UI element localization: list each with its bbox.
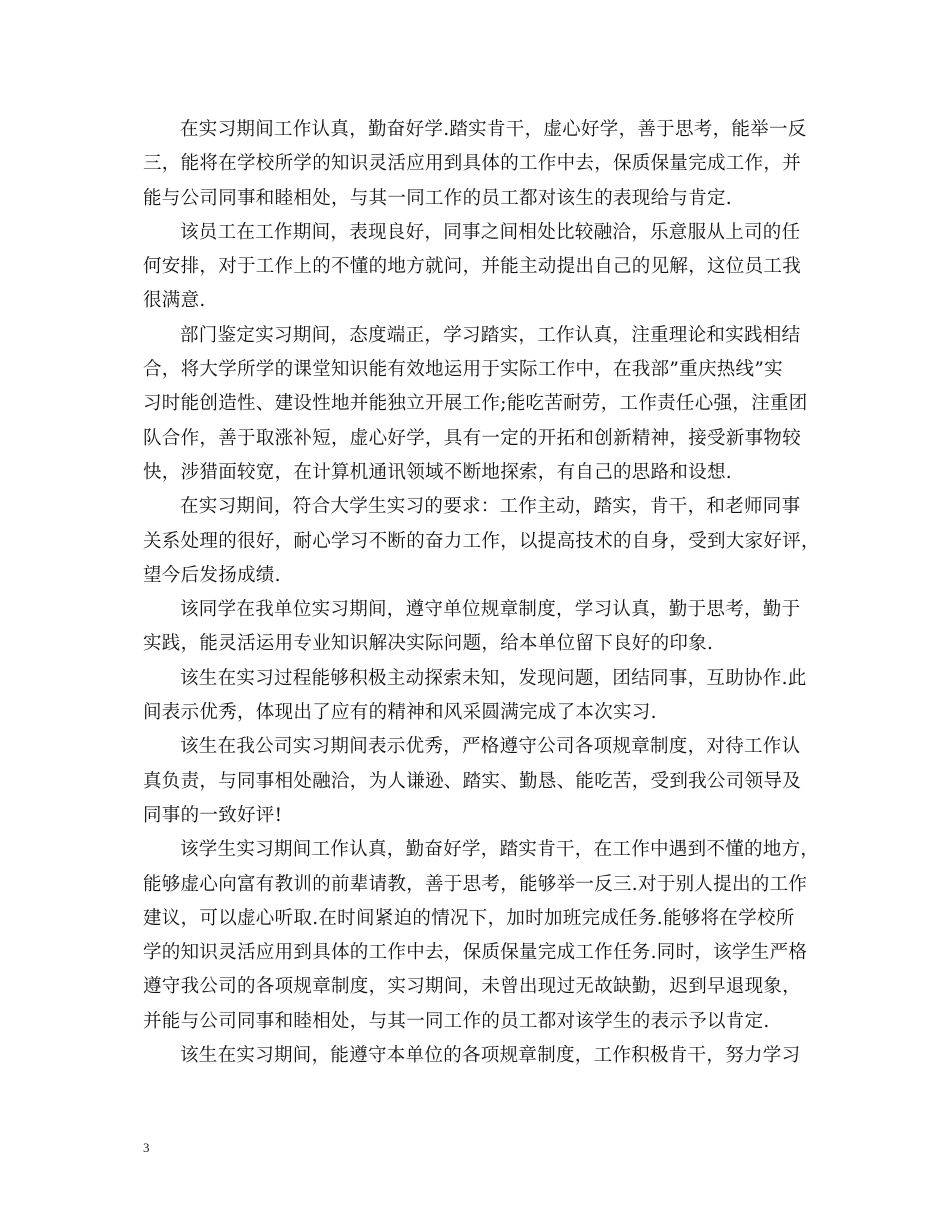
paragraph-line: 合，将大学所学的课堂知识能有效地运用于实际工作中，在我部”重庆热线”实 bbox=[143, 359, 783, 381]
paragraph-first-line: 该学生实习期间工作认真，勤奋好学，踏实肯干，在工作中遇到不懂的地方， bbox=[180, 839, 820, 861]
paragraph-line: 习时能创造性、建设性地并能独立开展工作;能吃苦耐劳，工作责任心强，注重团 bbox=[143, 393, 808, 415]
paragraph-line: 能够虚心向富有教训的前辈请教，善于思考，能够举一反三.对于别人提出的工作 bbox=[143, 873, 808, 895]
paragraph-line: 学的知识灵活应用到具体的工作中去，保质保量完成工作任务.同时，该学生严格 bbox=[143, 942, 808, 964]
paragraph-line: 队合作，善于取涨补短，虚心好学，具有一定的开拓和创新精神，接受新事物较 bbox=[143, 427, 802, 449]
paragraph-line: 并能与公司同事和睦相处，与其一同工作的员工都对该学生的表示予以肯定. bbox=[143, 1010, 770, 1032]
paragraph-line: 同事的一致好评! bbox=[143, 804, 283, 826]
paragraph-first-line: 该员工在工作期间，表现良好，同事之间相处比较融洽，乐意服从上司的任 bbox=[180, 221, 801, 243]
paragraph-first-line: 在实习期间工作认真，勤奋好学.踏实肯干，虚心好学，善于思考，能举一反 bbox=[180, 119, 807, 140]
paragraph-line: 关系处理的很好，耐心学习不断的奋力工作，以提高技术的自身，受到大家好评， bbox=[143, 530, 820, 552]
paragraph-first-line: 该生在我公司实习期间表示优秀，严格遵守公司各项规章制度，对待工作认 bbox=[180, 736, 801, 758]
paragraph-first-line: 该生在实习期间，能遵守本单位的各项规章制度，工作积极肯干，努力学习 bbox=[180, 1045, 801, 1067]
paragraph-line: 遵守我公司的各项规章制度，实习期间，未曾出现过无故缺勤，迟到早退现象， bbox=[143, 976, 802, 998]
paragraph-line: 能与公司同事和睦相处，与其一同工作的员工都对该生的表现给与肯定. bbox=[143, 187, 732, 209]
paragraph-line: 快，涉猎面较宽，在计算机通讯领域不断地探索，有自己的思路和设想. bbox=[143, 461, 732, 483]
paragraph-line: 何安排，对于工作上的不懂的地方就问，并能主动提出自己的见解，这位员工我 bbox=[143, 256, 802, 278]
paragraph-line: 间表示优秀，体现出了应有的精神和风采圆满完成了本次实习. bbox=[143, 702, 657, 724]
paragraph-line: 很满意. bbox=[143, 290, 206, 312]
paragraph-line: 三，能将在学校所学的知识灵活应用到具体的工作中去，保质保量完成工作，并 bbox=[143, 153, 802, 175]
paragraph-line: 真负责，与同事相处融洽，为人谦逊、踏实、勤恳、能吃苦，受到我公司领导及 bbox=[143, 770, 802, 792]
paragraph-line: 望今后发扬成绩. bbox=[143, 564, 281, 586]
paragraph-line: 建议，可以虚心听取.在时间紧迫的情况下，加时加班完成任务.能够将在学校所 bbox=[143, 907, 795, 929]
paragraph-first-line: 该生在实习过程能够积极主动探索未知，发现问题，团结同事，互助协作.此 bbox=[180, 667, 807, 689]
paragraph-first-line: 该同学在我单位实习期间，遵守单位规章制度，学习认真，勤于思考，勤于 bbox=[180, 599, 801, 621]
page-number: 3 bbox=[143, 1140, 150, 1155]
paragraph-line: 实践，能灵活运用专业知识解决实际问题，给本单位留下良好的印象. bbox=[143, 633, 714, 655]
document-body bbox=[143, 113, 823, 1073]
paragraph-first-line: 部门鉴定实习期间，态度端正，学习踏实，工作认真，注重理论和实践相结 bbox=[180, 324, 801, 346]
paragraph-first-line: 在实习期间，符合大学生实习的要求：工作主动，踏实，肯干，和老师同事 bbox=[180, 496, 801, 518]
